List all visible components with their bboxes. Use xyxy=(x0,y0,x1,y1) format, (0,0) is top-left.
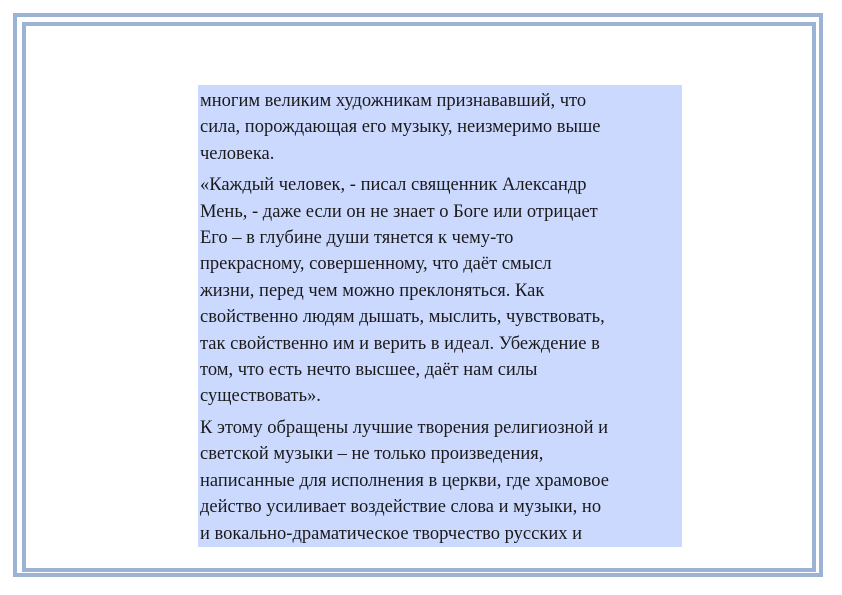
text-line: светской музыки – не только произведения, xyxy=(200,444,544,465)
text-line: «Каждый человек, - писал священник Александр xyxy=(200,175,587,196)
text-box xyxy=(198,85,682,547)
text-line: свойственно людям дышать, мыслить, чувствовать, xyxy=(200,307,605,328)
text-line: написанные для исполнения в церкви, где храмовое xyxy=(200,470,609,491)
text-line: существовать». xyxy=(200,386,321,407)
paragraph-3 xyxy=(200,415,682,547)
text-line: человека. xyxy=(200,143,275,164)
text-line: Его – в глубине души тянется к чему-то xyxy=(200,228,514,249)
paragraph-1 xyxy=(200,88,682,167)
paragraph-2 xyxy=(200,172,682,410)
text-line: многим великим художникам признававший, что xyxy=(200,91,587,111)
text-line: прекрасному, совершенному, что даёт смысл xyxy=(200,254,552,275)
text-line: том, что есть нечто высшее, даёт нам силы xyxy=(200,360,538,381)
text-line: Мень, - даже если он не знает о Боге или отрицает xyxy=(200,201,598,222)
text-line: сила, порождающая его музыку, неизмеримо выше xyxy=(200,117,601,138)
text-line: К этому обращены лучшие творения религиозной и xyxy=(200,417,609,438)
text-line: так свойственно им и верить в идеал. Убеждение в xyxy=(200,333,600,354)
text-line: жизни, перед чем можно преклоняться. Как xyxy=(200,280,545,301)
text-line: действо усиливает воздействие слова и музыки, но xyxy=(200,497,602,518)
text-line: и вокально-драматическое творчество русских и xyxy=(200,523,582,544)
